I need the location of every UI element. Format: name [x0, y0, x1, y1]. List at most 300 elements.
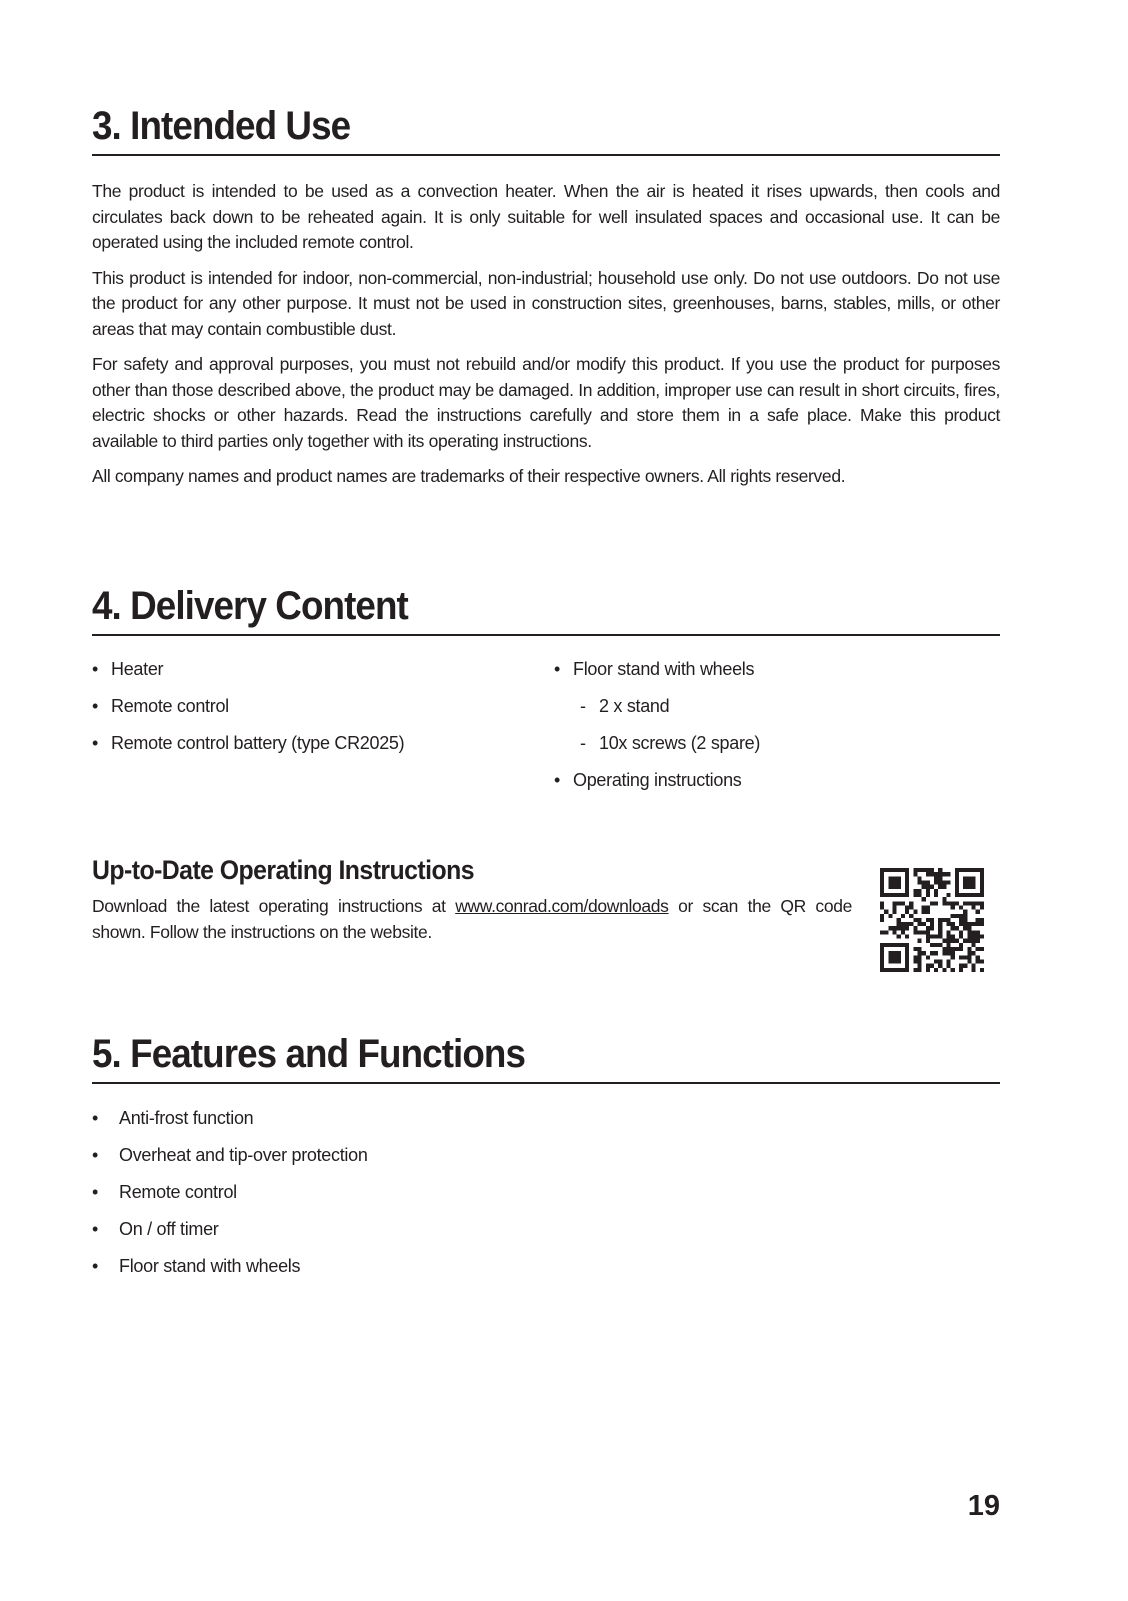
qr-module: [930, 964, 934, 968]
qr-module: [980, 889, 984, 893]
title-rule: [92, 1082, 1000, 1084]
qr-module: [897, 880, 901, 884]
qr-module: [942, 918, 946, 922]
qr-module: [926, 889, 930, 893]
qr-module: [930, 935, 934, 939]
qr-module: [888, 951, 892, 955]
qr-module: [955, 889, 959, 893]
qr-module: [892, 893, 896, 897]
qr-module: [947, 951, 951, 955]
qr-module: [942, 947, 946, 951]
features-list: [92, 1106, 1000, 1291]
paragraph: The product is intended to be used as a convection heater. When the air is heated it rises upwards, then cools and circulates back down to be reheated again. It is only suitable for well insulated spaces and occasional use. It can be operated using the included remote control.: [92, 181, 1000, 252]
qr-module: [967, 935, 971, 939]
qr-module: [980, 922, 984, 926]
qr-module: [880, 918, 884, 922]
qr-module: [880, 951, 884, 955]
qr-module: [892, 955, 896, 959]
qr-module: [947, 930, 951, 934]
qr-module: [892, 901, 896, 905]
qr-module: [951, 939, 955, 943]
qr-module: [930, 951, 934, 955]
qr-module: [917, 880, 921, 884]
qr-module: [976, 939, 980, 943]
paragraph: This product is intended for indoor, non-commercial, non-industrial; household use only. Do not use outdoors. Do not use the product for any other purpose. It must not be used in construction sites, greenhouses, barns, stables, mills, or other areas that may contain combustible dust.: [92, 267, 1000, 339]
qr-module: [880, 947, 884, 951]
qr-module: [967, 885, 971, 889]
qr-module: [963, 868, 967, 872]
list-item: • Remote control: [92, 1180, 1000, 1217]
qr-module: [917, 893, 921, 897]
qr-module: [917, 876, 921, 880]
bullet: •: [92, 1108, 99, 1128]
qr-module: [980, 868, 984, 872]
delivery-list-left: [92, 657, 532, 768]
qr-module: [917, 889, 921, 893]
qr-module: [905, 922, 909, 926]
qr-module: [880, 893, 884, 897]
qr-module: [963, 955, 967, 959]
qr-module: [905, 905, 909, 909]
qr-module: [947, 943, 951, 947]
qr-module: [897, 943, 901, 947]
qr-module: [880, 968, 884, 972]
qr-module: [976, 910, 980, 914]
qr-module: [930, 872, 934, 876]
qr-module: [976, 960, 980, 964]
qr-module: [917, 955, 921, 959]
bullet: •: [92, 733, 99, 753]
bullet: •: [554, 770, 561, 790]
qr-module: [913, 960, 917, 964]
qr-module: [897, 951, 901, 955]
qr-module: [888, 876, 892, 880]
section-up-to-date-instructions: [92, 854, 852, 955]
qr-module: [938, 960, 942, 964]
section-intended-use: [92, 104, 1000, 500]
qr-module: [934, 872, 938, 876]
qr-module: [955, 893, 959, 897]
qr-module: [917, 964, 921, 968]
qr-module: [967, 951, 971, 955]
qr-module: [938, 868, 942, 872]
qr-module: [926, 926, 930, 930]
qr-module: [930, 901, 934, 905]
qr-module: [922, 880, 926, 884]
qr-module: [901, 922, 905, 926]
qr-module: [959, 893, 963, 897]
qr-module: [909, 905, 913, 909]
qr-module: [947, 939, 951, 943]
qr-module: [905, 943, 909, 947]
qr-module: [972, 968, 976, 972]
qr-module: [947, 880, 951, 884]
qr-module: [972, 951, 976, 955]
sub-list-item: - 10x screws (2 spare): [554, 731, 994, 768]
qr-module: [942, 939, 946, 943]
qr-module: [976, 935, 980, 939]
qr-module: [905, 926, 909, 930]
qr-module: [980, 880, 984, 884]
qr-module: [913, 918, 917, 922]
qr-module: [976, 955, 980, 959]
qr-module: [972, 885, 976, 889]
qr-module: [922, 885, 926, 889]
qr-module: [934, 951, 938, 955]
qr-module: [905, 885, 909, 889]
qr-module: [880, 964, 884, 968]
qr-module: [926, 968, 930, 972]
qr-module: [880, 955, 884, 959]
qr-module: [888, 955, 892, 959]
qr-module: [967, 926, 971, 930]
qr-module: [951, 951, 955, 955]
qr-module: [897, 918, 901, 922]
qr-module: [930, 885, 934, 889]
qr-module: [947, 901, 951, 905]
qr-module: [892, 943, 896, 947]
qr-module: [963, 918, 967, 922]
qr-module: [917, 960, 921, 964]
qr-module: [959, 914, 963, 918]
qr-module: [963, 885, 967, 889]
qr-code[interactable]: [880, 868, 984, 972]
qr-module: [976, 922, 980, 926]
qr-module: [951, 914, 955, 918]
qr-module: [930, 868, 934, 872]
qr-module: [959, 947, 963, 951]
qr-module: [884, 868, 888, 872]
section-features: [92, 1032, 1000, 1291]
qr-module: [934, 880, 938, 884]
qr-module: [976, 918, 980, 922]
qr-module: [980, 918, 984, 922]
qr-module: [888, 943, 892, 947]
qr-module: [901, 893, 905, 897]
sub-list-item: - 2 x stand: [554, 694, 994, 731]
qr-module: [963, 880, 967, 884]
paragraph: All company names and product names are trademarks of their respective owners. All rights reserved.: [92, 466, 846, 486]
qr-module: [967, 930, 971, 934]
qr-module: [913, 947, 917, 951]
qr-module: [959, 955, 963, 959]
qr-module: [972, 930, 976, 934]
qr-module: [892, 868, 896, 872]
qr-module: [972, 943, 976, 947]
qr-module: [926, 885, 930, 889]
qr-module: [930, 918, 934, 922]
qr-module: [963, 893, 967, 897]
qr-module: [947, 918, 951, 922]
qr-module: [901, 914, 905, 918]
qr-module: [913, 889, 917, 893]
qr-module: [976, 868, 980, 872]
qr-module: [892, 968, 896, 972]
section-delivery-content: [92, 584, 1000, 807]
qr-module: [897, 885, 901, 889]
qr-module: [959, 868, 963, 872]
qr-module: [897, 960, 901, 964]
qr-module: [959, 930, 963, 934]
qr-module: [955, 947, 959, 951]
list-item: • On / off timer: [92, 1217, 1000, 1254]
qr-module: [913, 910, 917, 914]
qr-module: [959, 922, 963, 926]
qr-module: [972, 935, 976, 939]
qr-module: [905, 880, 909, 884]
qr-module: [926, 935, 930, 939]
qr-module: [959, 943, 963, 947]
qr-module: [980, 885, 984, 889]
list-item: • Floor stand with wheels: [554, 657, 994, 694]
qr-module: [934, 968, 938, 972]
qr-module: [951, 968, 955, 972]
qr-module: [967, 947, 971, 951]
qr-module: [880, 889, 884, 893]
qr-module: [892, 951, 896, 955]
qr-module: [959, 905, 963, 909]
qr-module: [897, 968, 901, 972]
qr-module: [938, 876, 942, 880]
bullet: •: [92, 1182, 99, 1202]
qr-module: [934, 889, 938, 893]
qr-module: [880, 880, 884, 884]
qr-module: [892, 910, 896, 914]
qr-module: [942, 968, 946, 972]
qr-module: [955, 885, 959, 889]
qr-module: [938, 935, 942, 939]
qr-module: [947, 893, 951, 897]
qr-module: [905, 955, 909, 959]
qr-module: [938, 872, 942, 876]
qr-module: [942, 880, 946, 884]
qr-module: [926, 905, 930, 909]
qr-module: [972, 893, 976, 897]
qr-module: [976, 901, 980, 905]
qr-module: [897, 893, 901, 897]
qr-module: [892, 885, 896, 889]
qr-module: [951, 935, 955, 939]
qr-module: [980, 905, 984, 909]
qr-module: [947, 960, 951, 964]
qr-module: [905, 964, 909, 968]
qr-module: [905, 968, 909, 972]
qr-module: [922, 951, 926, 955]
qr-module: [917, 868, 921, 872]
qr-module: [967, 955, 971, 959]
qr-module: [976, 930, 980, 934]
qr-module: [938, 918, 942, 922]
qr-module: [901, 943, 905, 947]
bullet: •: [554, 659, 561, 679]
list-item: • Operating instructions: [554, 768, 994, 805]
qr-module: [951, 922, 955, 926]
bullet: •: [92, 1219, 99, 1239]
qr-module: [938, 880, 942, 884]
qr-module: [892, 926, 896, 930]
qr-module: [913, 955, 917, 959]
qr-module: [905, 960, 909, 964]
bullet: •: [92, 1256, 99, 1276]
qr-module: [884, 930, 888, 934]
section-title: 4. Delivery Content: [92, 584, 408, 628]
qr-module: [880, 943, 884, 947]
delivery-list-right: [554, 657, 994, 805]
qr-module: [917, 939, 921, 943]
qr-module: [926, 939, 930, 943]
qr-module: [926, 964, 930, 968]
qr-module: [897, 876, 901, 880]
qr-module: [980, 947, 984, 951]
qr-module: [888, 968, 892, 972]
qr-module: [942, 885, 946, 889]
qr-module: [901, 968, 905, 972]
qr-module: [897, 955, 901, 959]
list-item: • Heater: [92, 657, 532, 694]
qr-module: [905, 868, 909, 872]
qr-module: [934, 935, 938, 939]
qr-module: [967, 893, 971, 897]
qr-module: [905, 935, 909, 939]
qr-module: [955, 926, 959, 930]
qr-module: [926, 893, 930, 897]
bullet: •: [92, 1145, 99, 1165]
qr-module: [913, 893, 917, 897]
qr-module: [947, 947, 951, 951]
qr-module: [963, 939, 967, 943]
list-item: • Overheat and tip-over protection: [92, 1143, 1000, 1180]
qr-module: [909, 901, 913, 905]
qr-module: [980, 960, 984, 964]
qr-module: [959, 935, 963, 939]
qr-module: [917, 922, 921, 926]
qr-module: [888, 960, 892, 964]
qr-module: [980, 901, 984, 905]
qr-module: [934, 943, 938, 947]
qr-module: [917, 951, 921, 955]
qr-module: [926, 910, 930, 914]
qr-module: [884, 910, 888, 914]
qr-module: [947, 964, 951, 968]
qr-module: [892, 905, 896, 909]
qr-module: [980, 876, 984, 880]
qr-module: [922, 868, 926, 872]
qr-module: [917, 947, 921, 951]
qr-module: [934, 960, 938, 964]
qr-module: [955, 914, 959, 918]
list-item: • Remote control battery (type CR2025): [92, 731, 532, 768]
qr-module: [980, 935, 984, 939]
section-title: 3. Intended Use: [92, 104, 351, 148]
qr-module: [905, 947, 909, 951]
qr-module: [972, 939, 976, 943]
bullet: •: [92, 659, 99, 679]
qr-module: [955, 901, 959, 905]
qr-module: [930, 943, 934, 947]
qr-module: [934, 876, 938, 880]
qr-module: [880, 872, 884, 876]
qr-module: [980, 872, 984, 876]
qr-module: [922, 897, 926, 901]
qr-module: [938, 885, 942, 889]
qr-module: [938, 926, 942, 930]
qr-module: [942, 897, 946, 901]
qr-module: [880, 868, 884, 872]
qr-module: [905, 872, 909, 876]
qr-module: [913, 926, 917, 930]
page-number: 19: [967, 1490, 1000, 1522]
title-rule: [92, 634, 1000, 636]
qr-module: [951, 926, 955, 930]
qr-module: [901, 926, 905, 930]
qr-module: [955, 880, 959, 884]
qr-module: [905, 951, 909, 955]
qr-module: [905, 889, 909, 893]
qr-module: [976, 893, 980, 897]
qr-module: [888, 914, 892, 918]
dash: -: [580, 733, 586, 753]
section-title: 5. Features and Functions: [92, 1032, 526, 1076]
qr-module: [892, 880, 896, 884]
qr-module: [926, 880, 930, 884]
download-paragraph: Download the latest operating instructions at www.conrad.com/downloads or scan the QR code shown. Follow the instructions on the website.: [92, 896, 852, 942]
qr-module: [930, 926, 934, 930]
list-item: • Remote control: [92, 694, 532, 731]
qr-module: [913, 930, 917, 934]
qr-module: [884, 943, 888, 947]
qr-module: [897, 926, 901, 930]
qr-module: [967, 868, 971, 872]
qr-module: [926, 868, 930, 872]
qr-module: [955, 868, 959, 872]
qr-module: [880, 960, 884, 964]
qr-module: [897, 935, 901, 939]
qr-module: [926, 872, 930, 876]
qr-module: [955, 876, 959, 880]
qr-module: [922, 922, 926, 926]
qr-module: [963, 914, 967, 918]
subsection-title: Up-to-Date Operating Instructions: [92, 855, 475, 885]
qr-module: [913, 872, 917, 876]
qr-module: [967, 880, 971, 884]
downloads-link[interactable]: www.conrad.com/downloads: [455, 896, 669, 916]
qr-module: [938, 922, 942, 926]
qr-module: [967, 901, 971, 905]
qr-module: [951, 947, 955, 951]
list-item: • Floor stand with wheels: [92, 1254, 1000, 1291]
qr-module: [884, 968, 888, 972]
qr-module: [901, 901, 905, 905]
qr-module: [897, 901, 901, 905]
qr-module: [926, 930, 930, 934]
qr-module: [959, 964, 963, 968]
qr-module: [917, 918, 921, 922]
qr-module: [938, 964, 942, 968]
qr-module: [909, 914, 913, 918]
qr-module: [967, 939, 971, 943]
qr-module: [892, 930, 896, 934]
qr-module: [884, 893, 888, 897]
qr-module: [963, 910, 967, 914]
qr-module: [951, 955, 955, 959]
qr-module: [917, 968, 921, 972]
qr-module: [880, 885, 884, 889]
qr-module: [880, 905, 884, 909]
qr-module: [972, 901, 976, 905]
qr-module: [938, 943, 942, 947]
qr-module: [926, 918, 930, 922]
qr-module: [972, 922, 976, 926]
